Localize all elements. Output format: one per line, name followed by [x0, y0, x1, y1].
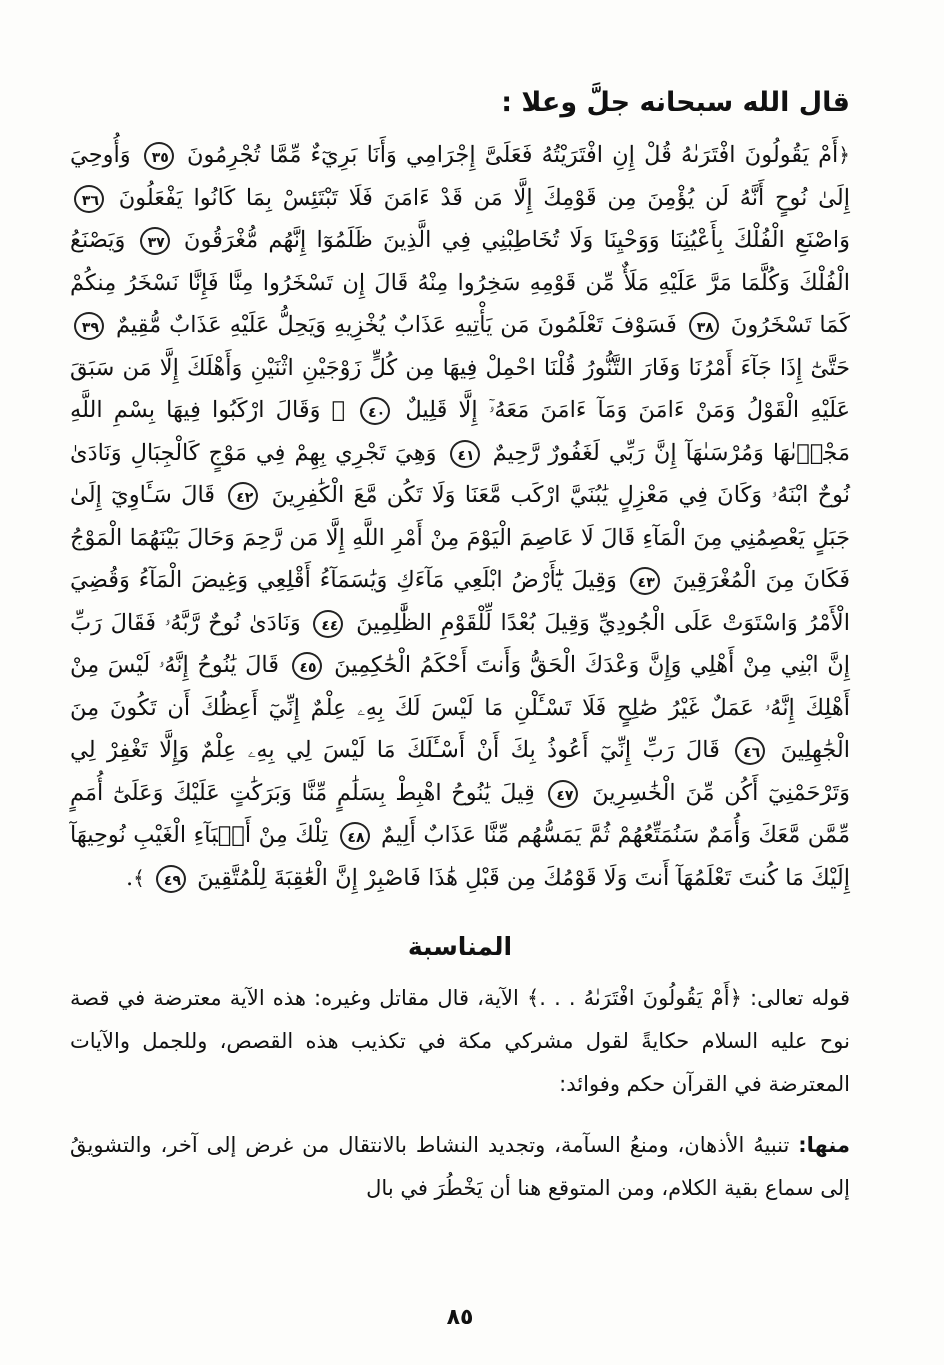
ayah-number-marker: ٤٢: [228, 482, 258, 510]
verse-text: حَتَّىٰٓ إِذَا جَآءَ أَمْرُنَا وَفَارَ التَّنُّورُ قُلْنَا احْمِلْ فِيهَا مِن كُلٍّ زَوْجَيْنِ اثْنَيْنِ وَأَهْلَكَ إِلَّا مَن سَبَقَ عَلَيْهِ الْقَوْلُ وَمَنْ ءَامَنَ وَمَآ ءَامَنَ مَعَهُۥٓ إِلَّا قَلِيلٌ: [70, 354, 851, 423]
verse-text: أَمْ يَقُولُونَ افْتَرَىٰهُ قُلْ إِنِ افْتَرَيْتُهُ فَعَلَىَّ إِجْرَامِي وَأَنَا بَرِيٓءٌ مِّمَّا تُجْرِمُونَ: [177, 142, 839, 168]
paragraph-2: [70, 1124, 850, 1210]
verse-text: قَالَ رَبِّ إِنِّيٓ أَعُوذُ بِكَ أَنْ أَسْـَٔلَكَ مَا لَيْسَ لِي بِهِۦ عِلْمٌ وَإِلَّا تَغْفِرْ لِي وَتَرْحَمْنِيٓ أَكُن مِّنَ الْخَٰسِرِينَ: [70, 737, 851, 806]
ayah-number-marker: ٤١: [450, 440, 480, 468]
verse-text: وَأُوحِيَ إِلَىٰ نُوحٍ أَنَّهُ لَن يُؤْمِنَ مِن قَوْمِكَ إِلَّا مَن قَدْ ءَامَنَ فَلَا تَبْتَئِسْ بِمَا كَانُوا يَفْعَلُونَ: [70, 142, 850, 211]
ayah-number-marker: ٤٣: [630, 567, 660, 595]
verse-text: وَيَصْنَعُ الْفُلْكَ وَكُلَّمَا مَرَّ عَلَيْهِ مَلَأٌ مِّن قَوْمِهِ سَخِرُوا مِنْهُ قَالَ إِن تَسْخَرُوا مِنَّا فَإِنَّا نَسْخَرُ مِنكُمْ كَمَا تَسْخَرُونَ: [70, 227, 850, 338]
verse-text: قَالَ سَـَٔاوِيٓ إِلَىٰ جَبَلٍ يَعْصِمُنِي مِنَ الْمَآءِ قَالَ لَا عَاصِمَ الْيَوْمَ مِنْ أَمْرِ اللَّهِ إِلَّا مَن رَّحِمَ وَحَالَ بَيْنَهُمَا الْمَوْجُ فَكَانَ مِنَ الْمُغْرَقِينَ: [70, 482, 850, 593]
ayah-number-marker: ٣٨: [689, 312, 719, 340]
quran-trailing-dot: .: [125, 864, 134, 891]
verse-text: وَنَادَىٰ نُوحٌ رَّبَّهُۥ فَقَالَ رَبِّ إِنَّ ابْنِي مِنْ أَهْلِي وَإِنَّ وَعْدَكَ الْحَقُّ وَأَنتَ أَحْكَمُ الْحَٰكِمِينَ: [70, 609, 850, 678]
verse-text: قِيلَ يَٰنُوحُ اهْبِطْ بِسَلَٰمٍ مِّنَّا وَبَرَكَٰتٍ عَلَيْكَ وَعَلَىٰٓ أُمَمٍ مِّمَّن مَّعَكَ وَأُمَمٌ سَنُمَتِّعُهُمْ ثُمَّ يَمَسُّهُم مِّنَّا عَذَابٌ أَلِيمٌ: [70, 779, 850, 848]
ayah-number-marker: ٤٦: [735, 737, 765, 765]
verse-text: قَالَ يَٰنُوحُ إِنَّهُۥ لَيْسَ مِنْ أَهْلِكَ إِنَّهُۥ عَمَلٌ غَيْرُ صَٰلِحٍ فَلَا تَسْـَٔلْنِ مَا لَيْسَ لَكَ بِهِۦ عِلْمٌ إِنِّيٓ أَعِظُكَ أَن تَكُونَ مِنَ الْجَٰهِلِينَ: [70, 652, 851, 763]
ayah-number-marker: ٣٩: [74, 312, 104, 340]
section-title: المناسبة: [407, 932, 513, 961]
verse-text: فَسَوْفَ تَعْلَمُونَ مَن يَأْتِيهِ عَذَابٌ يُخْزِيهِ وَيَحِلُّ عَلَيْهِ عَذَابٌ مُّقِيمٌ: [108, 312, 677, 338]
verse-text: وَقِيلَ يَٰٓأَرْضُ ابْلَعِي مَآءَكِ وَيَٰسَمَآءُ أَقْلِعِي وَغِيضَ الْمَآءُ وَقُضِيَ الْأَمْرُ وَاسْتَوَتْ عَلَى الْجُودِيِّ وَقِيلَ بُعْدًا لِّلْقَوْمِ الظَّٰلِمِينَ: [70, 567, 850, 636]
verse-text: ۞ وَقَالَ ارْكَبُوا فِيهَا بِسْمِ اللَّهِ مَجْرٜىٰهَا وَمُرْسَىٰهَآ إِنَّ رَبِّي لَغَفُورٌ رَّحِيمٌ: [70, 397, 850, 466]
ayah-number-marker: ٤٠: [360, 397, 390, 425]
page-heading: قال الله سبحانه جلَّ وعلا :: [501, 87, 850, 118]
ayah-number-marker: ٤٨: [340, 822, 370, 850]
paragraph-lead: منها:: [798, 1133, 850, 1157]
verse-text: تِلْكَ مِنْ أَنۢبَآءِ الْغَيْبِ نُوحِيهَآ إِلَيْكَ مَا كُنتَ تَعْلَمُهَآ أَنتَ وَلَا قَوْمُكَ مِن قَبْلِ هَٰذَا فَاصْبِرْ إِنَّ الْعَٰقِبَةَ لِلْمُتَّقِينَ: [70, 822, 850, 891]
quran-passage: [70, 134, 850, 899]
quran-open-bracket: ﴿: [838, 143, 850, 167]
ayah-number-marker: ٤٤: [313, 610, 343, 638]
ayah-number-marker: ٣٧: [140, 227, 170, 255]
ayah-number-marker: ٤٥: [292, 652, 322, 680]
ayah-number-marker: ٤٧: [548, 780, 578, 808]
ayah-number-marker: ٣٥: [144, 142, 174, 170]
quran-close-bracket: ﴾: [133, 865, 145, 890]
ayah-number-marker: ٤٩: [156, 865, 186, 893]
page-number: ٨٥: [446, 1305, 474, 1330]
verse-text: وَهِيَ تَجْرِي بِهِمْ فِي مَوْجٍ كَالْجِبَالِ وَنَادَىٰ نُوحٌ ابْنَهُۥ وَكَانَ فِي مَعْزِلٍ يَٰبُنَيَّ ارْكَب مَّعَنَا وَلَا تَكُن مَّعَ الْكَٰفِرِينَ: [70, 439, 851, 508]
paragraph-1: [70, 977, 850, 1106]
paragraph-text: قوله تعالى: ﴿أَمْ يَقُولُونَ افْتَرَىٰهُ . . .﴾ الآية، قال مقاتل وغيره: هذه الآية معترضة في قصة نوح عليه السلام حكايةً لقول مشركي مكة في تكذيب هذه القصص، وللجمل والآيات المعترضة في القرآن حكم وفوائد:: [70, 986, 850, 1096]
paragraph-text: تنبيهُ الأذهان، ومنعُ السآمة، وتجديد النشاط بالانتقال من غرض إلى آخر، والتشويقُ إلى سماع بقية الكلام، ومن المتوقع هنا أن يَخْطُرَ في بال: [70, 1133, 850, 1200]
book-page: [70, 80, 850, 1350]
verse-text: وَاصْنَعِ الْفُلْكَ بِأَعْيُنِنَا وَوَحْيِنَا وَلَا تُخَاطِبْنِي فِي الَّذِينَ ظَلَمُوٓا إِنَّهُم مُّغْرَقُونَ: [173, 227, 850, 253]
ayah-number-marker: ٣٦: [74, 185, 104, 213]
